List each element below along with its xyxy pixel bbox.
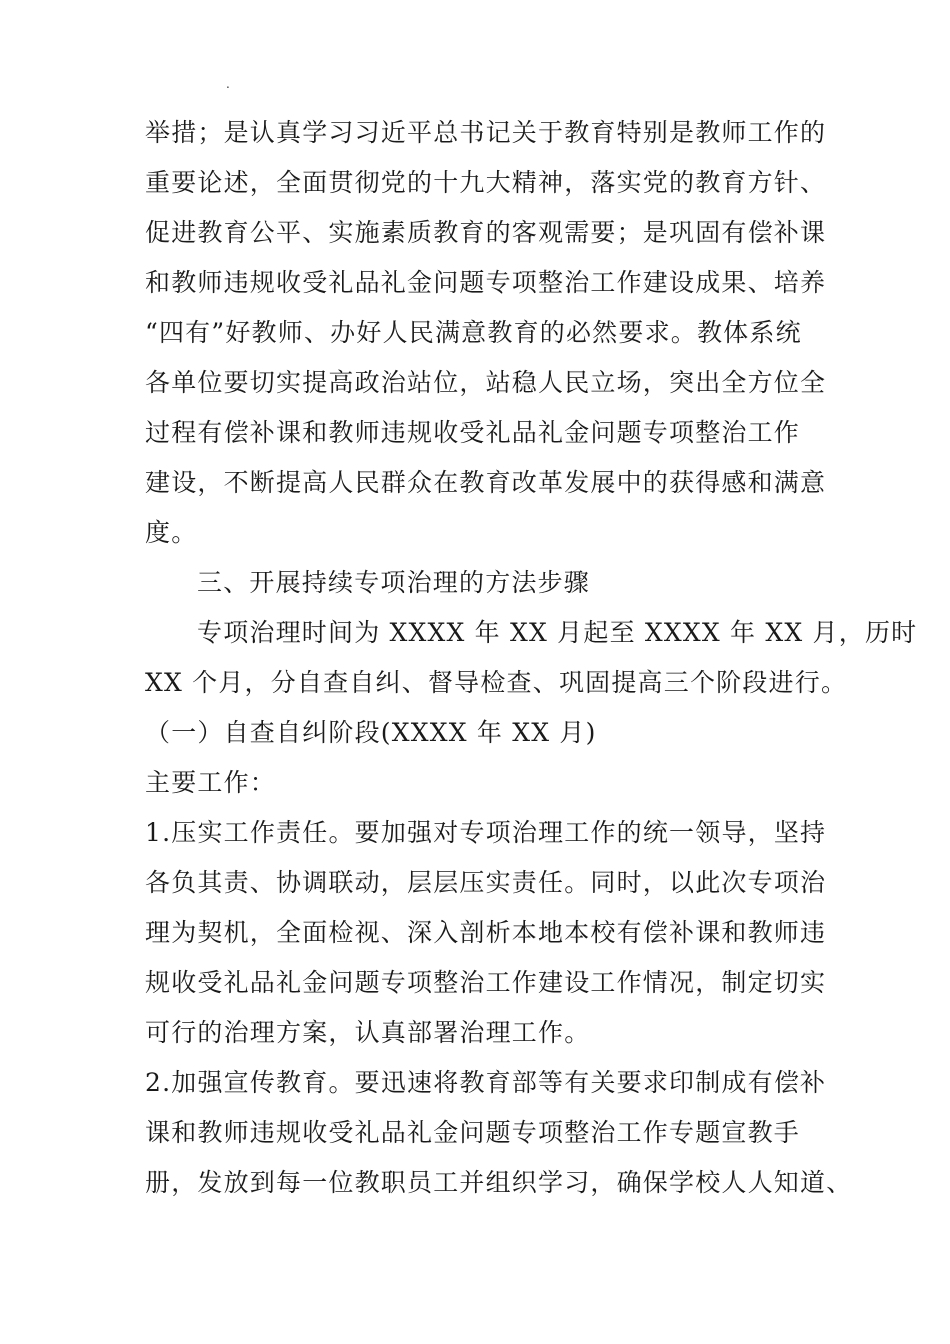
text-line: 可行的治理方案，认真部署治理工作。 — [145, 1018, 591, 1047]
text-line: 举措；是认真学习习近平总书记关于教育特别是教师工作的 — [145, 118, 827, 147]
text-line: （一）自查自纠阶段(XXXX 年 XX 月) — [145, 718, 597, 747]
text-line: XX 个月，分自查自纠、督导检查、巩固提高三个阶段进行。 — [145, 668, 848, 697]
text-line: 重要论述，全面贯彻党的十九大精神，落实党的教育方针、 — [145, 168, 827, 197]
text-line: 促进教育公平、实施素质教育的客观需要；是巩固有偿补课 — [145, 218, 827, 247]
text-line: 规收受礼品礼金问题专项整治工作建设工作情况，制定切实 — [145, 968, 827, 997]
text-line: 专项治理时间为 XXXX 年 XX 月起至 XXXX 年 XX 月，历时 — [197, 618, 918, 647]
text-line: 1.压实工作责任。要加强对专项治理工作的统一领导，坚持 — [145, 818, 827, 847]
text-line: 主要工作： — [145, 768, 277, 797]
text-line: 和教师违规收受礼品礼金问题专项整治工作建设成果、培养 — [145, 268, 827, 297]
text-line: 过程有偿补课和教师违规收受礼品礼金问题专项整治工作 — [145, 418, 801, 447]
document-body — [145, 108, 918, 1208]
text-line: 三、开展持续专项治理的方法步骤 — [197, 568, 591, 597]
text-line: 度。 — [145, 518, 198, 547]
text-line: 建设，不断提高人民群众在教育改革发展中的获得感和满意 — [145, 468, 827, 497]
text-line: “四有”好教师、办好人民满意教育的必然要求。教体系统 — [145, 318, 802, 347]
text-line: 各单位要切实提高政治站位，站稳人民立场，突出全方位全 — [145, 368, 827, 397]
text-line: 课和教师违规收受礼品礼金问题专项整治工作专题宣教手 — [145, 1118, 801, 1147]
top-dot-mark: . — [226, 77, 230, 91]
text-line: 册，发放到每一位教职员工并组织学习，确保学校人人知道、 — [145, 1168, 853, 1197]
text-line: 理为契机，全面检视、深入剖析本地本校有偿补课和教师违 — [145, 918, 827, 947]
text-line: 2.加强宣传教育。要迅速将教育部等有关要求印制成有偿补 — [145, 1068, 827, 1097]
text-line: 各负其责、协调联动，层层压实责任。同时，以此次专项治 — [145, 868, 827, 897]
